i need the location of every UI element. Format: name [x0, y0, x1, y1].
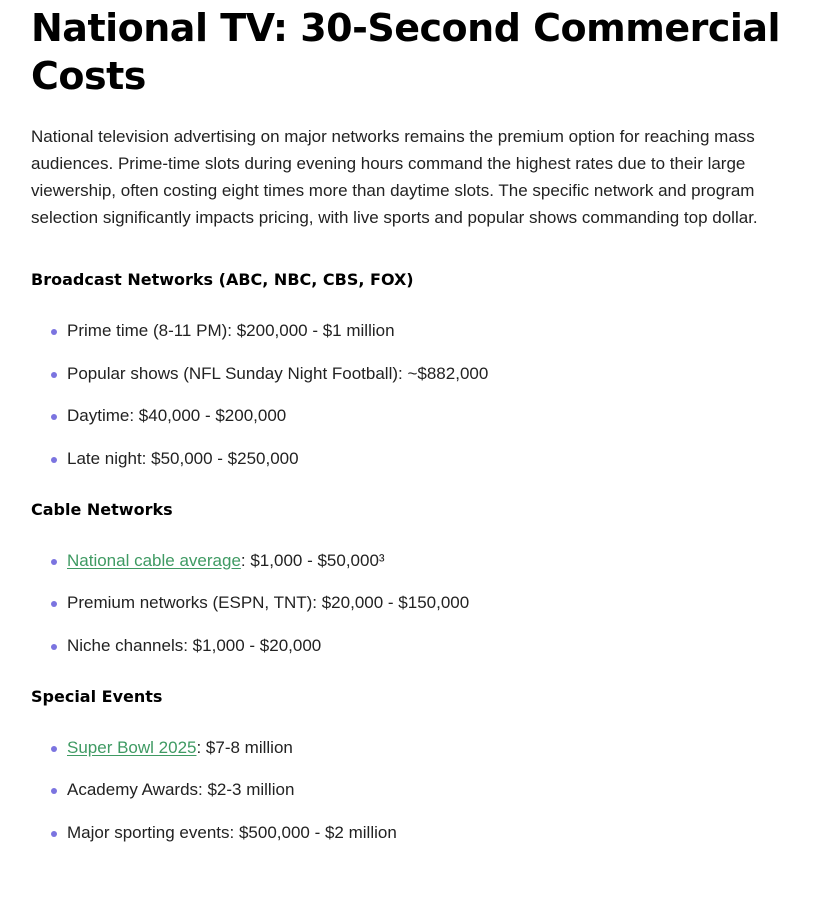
list-item-text: Daytime: $40,000 - $200,000: [67, 406, 287, 425]
national-cable-average-link[interactable]: National cable average: [67, 550, 241, 570]
list-item: [31, 778, 808, 802]
article: [0, 4, 828, 845]
list-item: [31, 549, 808, 573]
bullet-icon: [51, 559, 57, 565]
list-item-text: Prime time (8-11 PM): $200,000 - $1 million: [67, 321, 395, 340]
list-item-text: Academy Awards: $2-3 million: [67, 780, 295, 799]
bullet-icon: [51, 372, 57, 378]
list-item-text: Major sporting events: $500,000 - $2 million: [67, 822, 397, 842]
list-item: [31, 404, 808, 428]
section-heading-cable: Cable Networks: [31, 499, 173, 519]
list-item-text: Niche channels: $1,000 - $20,000: [67, 635, 322, 655]
bullet-icon: [51, 414, 57, 420]
bullet-icon: [51, 746, 57, 752]
bullet-icon: [51, 831, 57, 837]
list-item-text: : $1,000 - $50,000³: [240, 550, 385, 570]
list-item: [31, 821, 808, 845]
bullet-icon: [51, 457, 57, 463]
page-title: National TV: 30-Second Commercial Costs: [31, 6, 781, 98]
list-item-text: Popular shows (NFL Sunday Night Football): ~$882,000: [67, 363, 489, 383]
list-item-text: Late night: $50,000 - $250,000: [67, 448, 299, 468]
list-item: [31, 362, 808, 386]
list-item: [31, 736, 808, 760]
intro-paragraph: National television advertising on major networks remains the premium option for reaching mass audiences. Prime-time slots during evening hours command the highest rates due to their large viewership, often costing eight times more than daytime slots. The specific network and program selection significantly impacts pricing, with live sports and popular shows commanding top dollar.: [31, 127, 758, 227]
broadcast-list: [31, 319, 808, 471]
bullet-icon: [51, 788, 57, 794]
special-events-list: [31, 736, 808, 845]
list-item: [31, 447, 808, 471]
list-item-text: : $7-8 million: [196, 737, 293, 757]
list-item: [31, 634, 808, 658]
section-heading-broadcast: Broadcast Networks (ABC, NBC, CBS, FOX): [31, 270, 414, 289]
list-item: [31, 319, 808, 343]
bullet-icon: [51, 644, 57, 650]
bullet-icon: [51, 601, 57, 607]
section-heading-special-events: Special Events: [31, 686, 163, 706]
cable-list: [31, 549, 808, 658]
bullet-icon: [51, 329, 57, 335]
super-bowl-2025-link[interactable]: Super Bowl 2025: [67, 737, 197, 757]
list-item: [31, 591, 808, 615]
list-item-text: Premium networks (ESPN, TNT): $20,000 - $150,000: [67, 593, 470, 612]
